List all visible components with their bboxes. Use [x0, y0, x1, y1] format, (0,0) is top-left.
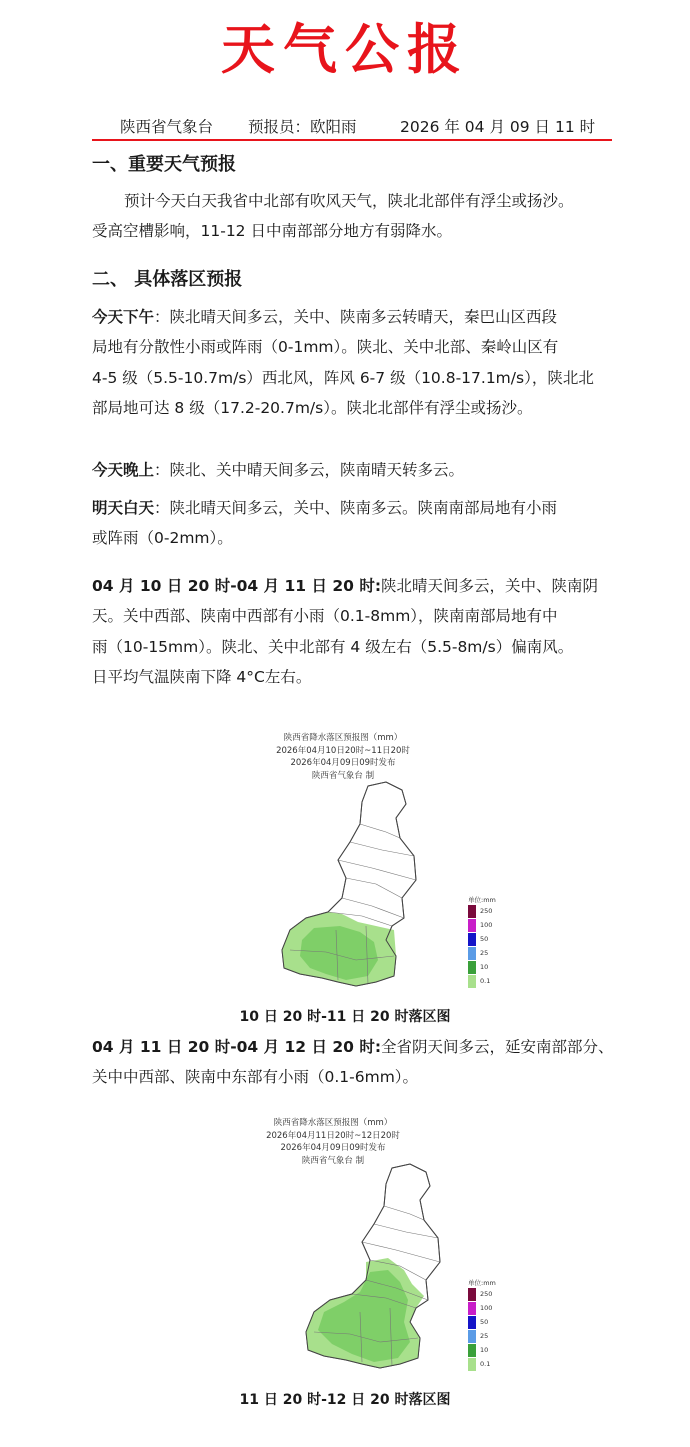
afternoon-line: 局地有分散性小雨或阵雨（0-1mm）。陕北、关中北部、秦岭山区有: [92, 338, 559, 357]
forecaster-name: 预报员：欧阳雨: [248, 118, 357, 136]
legend-label: 25: [480, 949, 489, 957]
map1-title-line: 2026年04月09日09时发布: [290, 758, 396, 768]
legend-label: 10: [480, 1346, 489, 1354]
tonight-text: ：陕北、关中晴天间多云，陕南晴天转多云。: [154, 461, 465, 479]
section1-body: [92, 186, 622, 247]
section1-heading: 一、重要天气预报: [92, 154, 236, 175]
tonight-line: [92, 455, 622, 485]
legend-label: 50: [480, 935, 489, 943]
afternoon-label: 今天下午: [92, 308, 155, 326]
legend-swatch: [468, 1302, 476, 1315]
agency-name: 陕西省气象台: [120, 118, 214, 136]
legend-label: 100: [480, 921, 493, 929]
legend-label: 250: [480, 907, 493, 915]
period1-line: 日平均气温陕南下降 4°C左右。: [92, 668, 312, 687]
legend-swatch: [468, 1344, 476, 1357]
tomorrow-forecast: [92, 493, 622, 554]
map1-title-block: [213, 732, 473, 782]
period2-line: 关中中西部、陕南中东部有小雨（0.1-6mm）。: [92, 1068, 419, 1087]
legend-swatch: [468, 1358, 476, 1371]
legend-swatch: [468, 975, 476, 988]
section1-line: 预计今天白天我省中北部有吹风天气，陕北北部伴有浮尘或扬沙。: [124, 192, 574, 210]
map2-title-block: [203, 1117, 463, 1167]
legend-label: 10: [480, 963, 489, 971]
tomorrow-label: 明天白天: [92, 499, 155, 517]
section1-line: 受高空槽影响，11-12 日中南部部分地方有弱降水。: [92, 222, 452, 241]
period2-line: [92, 1032, 622, 1062]
afternoon-forecast: [92, 302, 622, 424]
legend-swatch: [468, 961, 476, 974]
legend-swatch: [468, 919, 476, 932]
legend-swatch: [468, 1316, 476, 1329]
tomorrow-line: [92, 493, 622, 523]
map2-legend: [468, 1278, 510, 1372]
legend-label: 0.1: [480, 977, 491, 985]
afternoon-first-text: ：陕北晴天间多云，关中、陕南多云转晴天，秦巴山区西段: [154, 308, 558, 326]
map1-caption: 10 日 20 时-11 日 20 时落区图: [239, 1009, 451, 1025]
afternoon-line: 部局地可达 8 级（17.2-20.7m/s）。陕北北部伴有浮尘或扬沙。: [92, 399, 533, 418]
tonight-label: 今天晚上: [92, 461, 155, 479]
period1-line: 天。关中西部、陕南中西部有小雨（0.1-8mm），陕南南部局地有中: [92, 607, 558, 626]
period1-line: 雨（10-15mm）。陕北、关中北部有 4 级左右（5.5-8m/s）偏南风。: [92, 637, 574, 656]
legend-unit: 单位:mm: [468, 1279, 496, 1287]
map2-title-line: 2026年04月09日09时发布: [280, 1143, 386, 1153]
period2-first-text: 全省阴天间多云，延安南部部分、: [381, 1038, 614, 1056]
period2-forecast: [92, 1032, 622, 1093]
map2-precip-map: [300, 1162, 470, 1380]
period1-forecast: [92, 571, 622, 693]
map1-precip-map: [276, 780, 446, 998]
map1-title-line: 陕西省降水落区预报图（mm）: [283, 733, 403, 743]
legend-label: 0.1: [480, 1360, 491, 1368]
section2-heading: 二、 具体落区预报: [92, 269, 243, 290]
legend-label: 100: [480, 1304, 493, 1312]
map2-caption: 11 日 20 时-12 日 20 时落区图: [239, 1392, 451, 1408]
map2-title-line: 2026年04月11日20时~12日20时: [266, 1130, 400, 1141]
tomorrow-first-text: ：陕北晴天间多云，关中、陕南多云。陕南南部局地有小雨: [154, 499, 558, 517]
map1-title-line: 陕西省气象台 制: [311, 770, 375, 781]
period1-first-text: 陕北晴天间多云，关中、陕南阴: [381, 577, 599, 595]
tonight-forecast: [92, 455, 622, 485]
legend-swatch: [468, 1330, 476, 1343]
map1-legend: [468, 895, 510, 989]
period1-label: 04 月 10 日 20 时-04 月 11 日 20 时:: [92, 577, 382, 595]
legend-unit: 单位:mm: [468, 896, 496, 904]
legend-swatch: [468, 933, 476, 946]
legend-swatch: [468, 947, 476, 960]
legend-label: 250: [480, 1290, 493, 1298]
map2-title-line: 陕西省气象台 制: [301, 1155, 365, 1166]
legend-label: 50: [480, 1318, 489, 1326]
tomorrow-line: 或阵雨（0-2mm）。: [92, 529, 233, 548]
map1-title-line: 2026年04月10日20时~11日20时: [276, 745, 410, 756]
issue-time: 2026 年 04 月 09 日 11 时: [400, 118, 596, 136]
period1-line: [92, 571, 622, 601]
period2-label: 04 月 11 日 20 时-04 月 12 日 20 时:: [92, 1038, 382, 1056]
issuer-line: [92, 117, 612, 141]
afternoon-line: 4-5 级（5.5-10.7m/s）西北风，阵风 6-7 级（10.8-17.1m/s），陕北北: [92, 368, 594, 387]
legend-swatch: [468, 1288, 476, 1301]
legend-label: 25: [480, 1332, 489, 1340]
afternoon-line: [92, 302, 622, 332]
map2-title-line: 陕西省降水落区预报图（mm）: [273, 1118, 393, 1128]
report-title: 天气公报: [221, 18, 469, 81]
legend-swatch: [468, 905, 476, 918]
